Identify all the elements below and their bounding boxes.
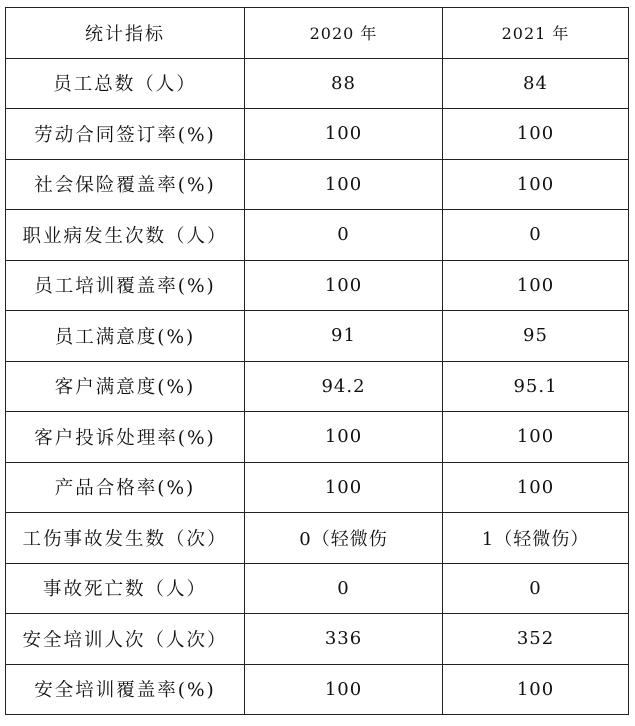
header-year-2020: 2020 年 [245,8,443,59]
table-row [6,664,629,715]
table-row [6,563,629,614]
cell-2020: 336 [245,614,443,665]
cell-2021: 0 [443,210,629,261]
table-row [6,361,629,412]
table-row [6,311,629,362]
cell-2020: 88 [245,58,443,109]
table-body [6,58,629,715]
table-row [6,462,629,513]
row-label: 工伤事故发生数（次） [6,513,245,564]
cell-2020: 100 [245,109,443,160]
cell-2021: 352 [443,614,629,665]
row-label: 安全培训覆盖率(%) [6,664,245,715]
table-header [6,8,629,59]
row-label: 员工满意度(%) [6,311,245,362]
cell-2020: 100 [245,462,443,513]
header-year-2021: 2021 年 [443,8,629,59]
cell-2020: 100 [245,412,443,463]
header-indicator: 统计指标 [6,8,245,59]
cell-2021: 100 [443,664,629,715]
row-label: 客户满意度(%) [6,361,245,412]
table-row [6,614,629,665]
cell-2021: 100 [443,462,629,513]
table-row [6,260,629,311]
table-row [6,513,629,564]
cell-2020: 0 [245,563,443,614]
cell-2020: 0 [245,210,443,261]
table-row [6,210,629,261]
statistics-table [5,7,629,715]
cell-2020: 100 [245,260,443,311]
cell-2021: 100 [443,159,629,210]
cell-2021: 95.1 [443,361,629,412]
cell-2020: 100 [245,664,443,715]
row-label: 职业病发生次数（人） [6,210,245,261]
table-row [6,58,629,109]
cell-2020: 0（轻微伤 [245,513,443,564]
row-label: 员工总数（人） [6,58,245,109]
table-row [6,412,629,463]
cell-2020: 91 [245,311,443,362]
row-label: 事故死亡数（人） [6,563,245,614]
row-label: 劳动合同签订率(%) [6,109,245,160]
cell-2021: 100 [443,412,629,463]
cell-2021: 95 [443,311,629,362]
cell-2020: 100 [245,159,443,210]
row-label: 员工培训覆盖率(%) [6,260,245,311]
row-label: 客户投诉处理率(%) [6,412,245,463]
cell-2021: 0 [443,563,629,614]
row-label: 产品合格率(%) [6,462,245,513]
row-label: 安全培训人次（人次） [6,614,245,665]
table-row [6,159,629,210]
table-row [6,109,629,160]
table-header-row [6,8,629,59]
cell-2021: 84 [443,58,629,109]
cell-2020: 94.2 [245,361,443,412]
cell-2021: 1（轻微伤） [443,513,629,564]
cell-2021: 100 [443,260,629,311]
cell-2021: 100 [443,109,629,160]
statistics-table-container [5,7,628,715]
row-label: 社会保险覆盖率(%) [6,159,245,210]
